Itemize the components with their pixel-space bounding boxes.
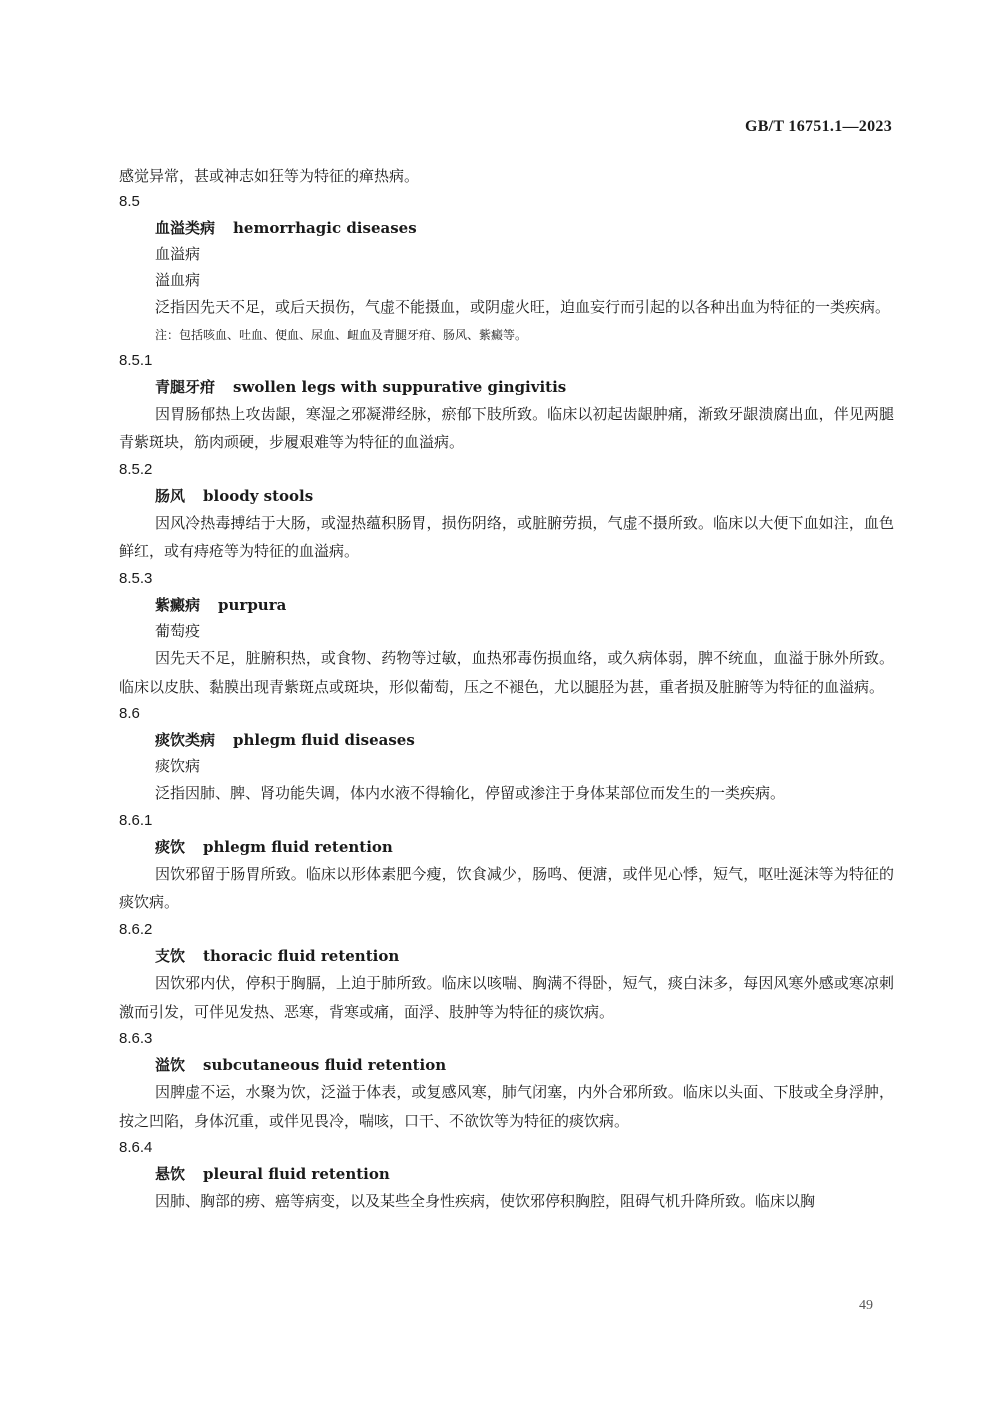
definition: 因风冷热毒搏结于大肠，或湿热蕴积肠胃，损伤阴络，或脏腑劳损，气虚不摄所致。临床以大便下血如注，血色鲜红，或有痔疮等为特征的血溢病。 [119, 513, 894, 561]
term-en: bloody stools [203, 486, 314, 505]
definition: 因先天不足，脏腑积热，或食物、药物等过敏，血热邪毒伤损血络，或久病体弱，脾不统血，血溢于脉外所致。临床以皮肤、黏膜出现青紫斑点或斑块，形似葡萄，压之不褪色，尤以腿胫为甚，重者损及脏腑等为特征的血溢病。 [119, 648, 894, 696]
term-zh: 青腿牙疳 [155, 377, 216, 396]
section-number: 8.5.2 [119, 460, 153, 478]
definition: 因肺、胸部的痨、癌等病变，以及某些全身性疾病，使饮邪停积胸腔，阻碍气机升降所致。临床以胸 [155, 1192, 816, 1211]
term-en: hemorrhagic diseases [233, 219, 417, 237]
term-heading [119, 727, 894, 753]
term-heading [119, 592, 894, 618]
term-en: thoracic fluid retention [203, 946, 400, 965]
term-zh: 痰饮 [155, 837, 186, 856]
page-number: 49 [859, 1298, 873, 1313]
term-heading [119, 374, 894, 400]
term-heading [119, 215, 894, 241]
definition: 泛指因肺、脾、肾功能失调，体内水液不得输化，停留或渗注于身体某部位而发生的一类疾病。 [155, 784, 786, 803]
term-heading [119, 1052, 894, 1078]
synonym: 溢血病 [155, 271, 201, 289]
term-zh: 溢饮 [155, 1056, 186, 1075]
term-en: phlegm fluid diseases [233, 731, 415, 750]
term-heading [119, 1161, 894, 1187]
term-en: phlegm fluid retention [203, 837, 393, 856]
document-body [119, 163, 894, 1216]
term-en: pleural fluid retention [203, 1165, 390, 1184]
section-number: 8.5.1 [119, 351, 153, 369]
synonym: 痰饮病 [155, 757, 201, 776]
term-heading [119, 943, 894, 969]
term-en: purpura [218, 595, 287, 614]
synonym: 葡萄疫 [155, 621, 201, 640]
term-zh: 肠风 [155, 486, 186, 505]
term-zh: 痰饮类病 [155, 731, 216, 750]
term-en: swollen legs with suppurative gingivitis [233, 377, 567, 396]
standard-number: GB/T 16751.1—2023 [744, 118, 892, 135]
term-zh: 紫癜病 [155, 595, 201, 614]
section-number: 8.6.2 [119, 920, 153, 938]
section-number: 8.5.3 [119, 569, 153, 587]
section-number: 8.6.3 [119, 1030, 153, 1048]
section-number: 8.6.4 [119, 1139, 153, 1157]
definition: 泛指因先天不足，或后天损伤，气虚不能摄血，或阴虚火旺，迫血妄行而引起的以各种出血为特征的一类疾病。 [155, 298, 891, 316]
section-number: 8.6.1 [119, 811, 153, 829]
definition: 因胃肠郁热上攻齿龈，寒湿之邪凝滞经脉，瘀郁下肢所致。临床以初起齿龈肿痛，渐致牙龈溃腐出血，伴见两腿青紫斑块，筋肉顽硬，步履艰难等为特征的血溢病。 [119, 404, 894, 452]
continuation-text: 感觉异常，甚或神志如狂等为特征的瘅热病。 [119, 167, 420, 185]
section-number: 8.5 [119, 193, 140, 210]
term-heading [119, 483, 894, 509]
term-en: subcutaneous fluid retention [203, 1056, 447, 1075]
term-zh: 悬饮 [155, 1165, 186, 1184]
definition: 因饮邪留于肠胃所致。临床以形体素肥今瘦，饮食减少，肠鸣、便溏，或伴见心悸，短气，呕吐涎沫等为特征的痰饮病。 [119, 864, 894, 912]
synonym: 血溢病 [155, 245, 201, 263]
note: 注：包括咳血、吐血、便血、尿血、衄血及青腿牙疳、肠风、紫癜等。 [155, 327, 528, 342]
term-zh: 支饮 [155, 946, 186, 965]
definition: 因脾虚不运，水聚为饮，泛溢于体表，或复感风寒，肺气闭塞，内外合邪所致。临床以头面、下肢或全身浮肿，按之凹陷，身体沉重，或伴见畏冷，喘咳，口干、不欲饮等为特征的痰饮病。 [119, 1083, 894, 1130]
section-number: 8.6 [119, 705, 140, 723]
term-zh: 血溢类病 [155, 219, 216, 237]
term-heading [119, 834, 894, 860]
definition: 因饮邪内伏，停积于胸膈，上迫于肺所致。临床以咳喘、胸满不得卧，短气，痰白沫多，每因风寒外感或寒凉刺激而引发，可伴见发热、恶寒，背寒或痛，面浮、肢肿等为特征的痰饮病。 [119, 973, 894, 1021]
